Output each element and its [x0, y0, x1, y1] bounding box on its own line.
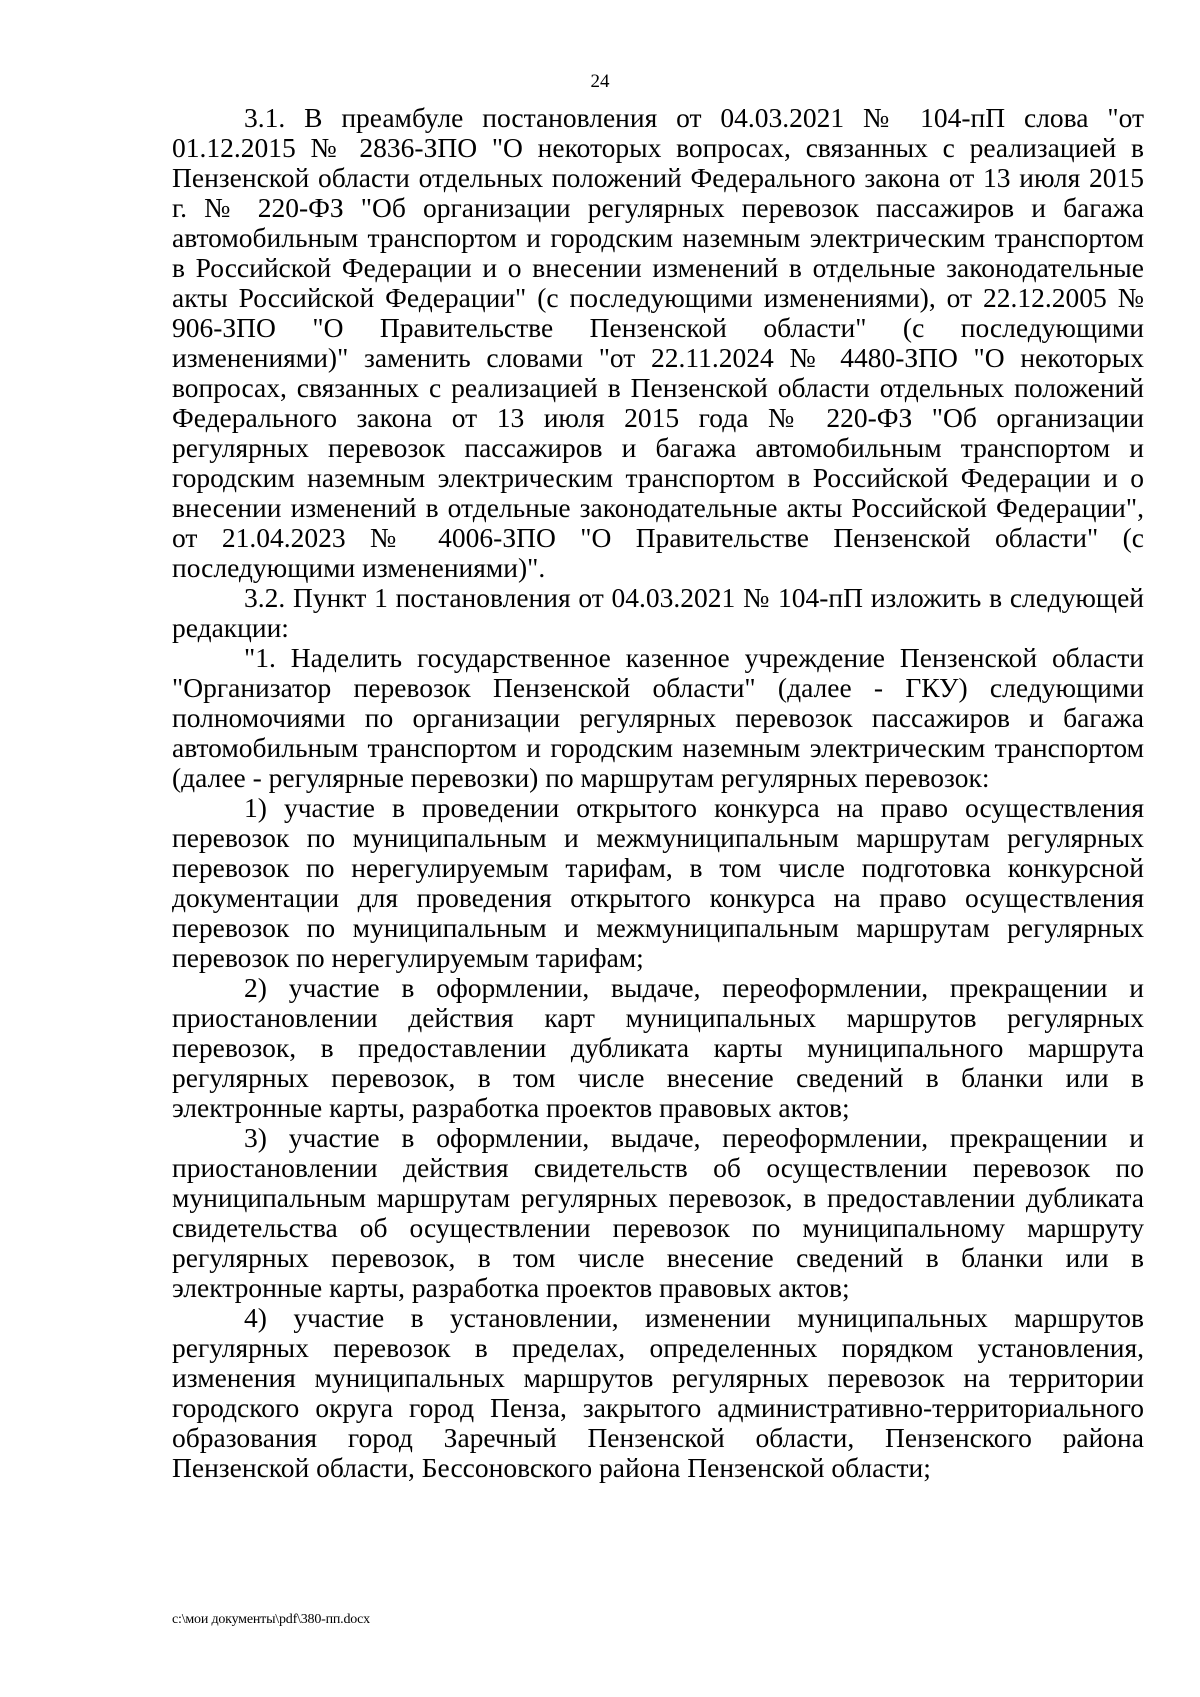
paragraph-subitem-1: 1) участие в проведении открытого конкурса на право осуществления перевозок по муниципальным и межмуниципальным маршрутам регулярных перевозок по нерегулируемым тарифам, в том числе подготовка конкурсной документации для проведения открытого конкурса на право осуществления перевозок по муниципальным и межмуниципальным маршрутам регулярных перевозок по нерегулируемым тарифам;	[172, 792, 1144, 973]
paragraph-3-1: 3.1. В преамбуле постановления от 04.03.2021 № 104-пП слова "от 01.12.2015 № 2836-ЗПО "О некоторых вопросах, связанных с реализацией в Пензенской области отдельных положений Федерального закона от 13 июля 2015 г. № 220-ФЗ "Об организации регулярных перевозок пассажиров и багажа автомобильным транспортом и городским наземным электрическим транспортом в Российской Федерации и о внесении изменений в отдельные законодательные акты Российской Федерации" (с последующими изменениями), от 22.12.2005 № 906-ЗПО "О Правительстве Пензенской области" (с последующими изменениями)" заменить словами "от 22.11.2024 № 4480-ЗПО "О некоторых вопросах, связанных с реализацией в Пензенской области отдельных положений Федерального закона от 13 июля 2015 года № 220-ФЗ "Об организации регулярных перевозок пассажиров и багажа автомобильным транспортом и городским наземным электрическим транспортом в Российской Федерации и о внесении изменений в отдельные законодательные акты Российской Федерации", от 21.04.2023 № 4006-ЗПО "О Правительстве Пензенской области" (с последующими изменениями)".	[172, 102, 1144, 583]
paragraph-subitem-3: 3) участие в оформлении, выдаче, переоформлении, прекращении и приостановлении действия свидетельств об осуществлении перевозок по муниципальным маршрутам регулярных перевозок, в предоставлении дубликата свидетельства об осуществлении перевозок по муниципальному маршруту регулярных перевозок, в том числе внесение сведений в бланки или в электронные карты, разработка проектов правовых актов;	[172, 1122, 1144, 1303]
footer-file-path: c:\мои документы\pdf\380-пп.docx	[172, 1612, 370, 1627]
page-number: 24	[590, 71, 610, 92]
document-body	[172, 103, 1144, 1483]
paragraph-subitem-2: 2) участие в оформлении, выдаче, переоформлении, прекращении и приостановлении действия карт муниципальных маршрутов регулярных перевозок, в предоставлении дубликата карты муниципального маршрута регулярных перевозок, в том числе внесение сведений в бланки или в электронные карты, разработка проектов правовых актов;	[172, 972, 1144, 1123]
paragraph-item-1-intro: "1. Наделить государственное казенное учреждение Пензенской области "Организатор перевозок Пензенской области" (далее - ГКУ) следующими полномочиями по организации регулярных перевозок пассажиров и багажа автомобильным транспортом и городским наземным электрическим транспортом (далее - регулярные перевозки) по маршрутам регулярных перевозок:	[172, 642, 1144, 793]
paragraph-subitem-4: 4) участие в установлении, изменении муниципальных маршрутов регулярных перевозок в пределах, определенных порядком установления, изменения муниципальных маршрутов регулярных перевозок на территории городского округа город Пенза, закрытого административно-территориального образования город Заречный Пензенской области, Пензенского района Пензенской области, Бессоновского района Пензенской области;	[172, 1302, 1144, 1483]
paragraph-3-2: 3.2. Пункт 1 постановления от 04.03.2021 № 104-пП изложить в следующей редакции:	[172, 582, 1144, 643]
